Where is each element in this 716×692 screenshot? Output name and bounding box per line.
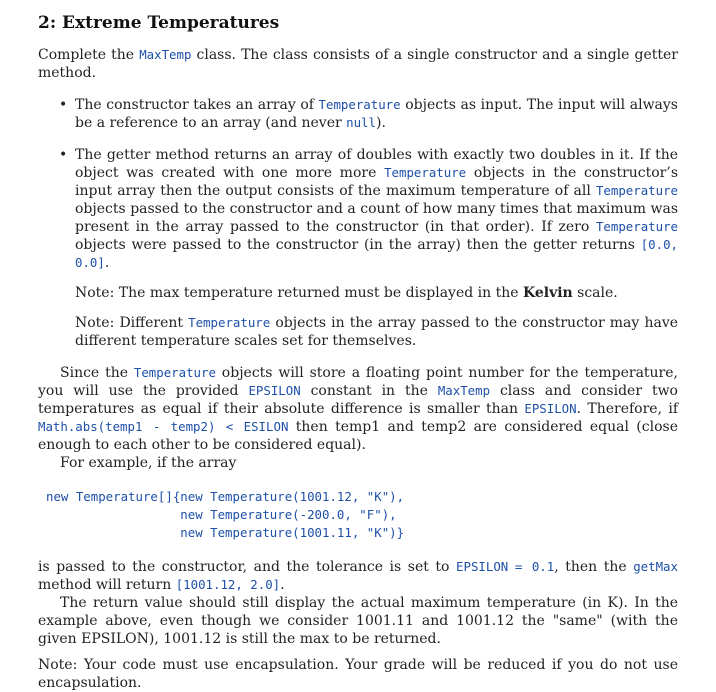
result-code: [1001.12, 2.0] <box>175 577 281 592</box>
epsilon-text: class and consider two temperatures as equal if their absolute difference is smaller than <box>38 383 678 417</box>
temperature-code: Temperature <box>133 365 216 380</box>
temperature-code: Temperature <box>188 315 271 330</box>
list-item-constructor <box>75 96 678 132</box>
passed-text: . <box>280 577 285 593</box>
epsilon-text: Since the <box>60 365 134 381</box>
epsilon-paragraph <box>38 364 678 454</box>
passed-text: , then the <box>554 559 634 575</box>
temperature-code: Temperature <box>384 165 467 180</box>
getter-text: objects were passed to the constructor (in the array) then the getter returns <box>75 237 641 253</box>
getter-text: objects passed to the constructor and a count of how many times that maximum was present in the array passed to the constructor (in that order). If zero <box>75 201 678 235</box>
zero-result-code: [0.0, 0.0] <box>75 237 678 270</box>
list-item-getter <box>75 146 678 350</box>
temperature-code: Temperature <box>318 97 401 112</box>
code-line: new Temperature(-200.0, "F"), <box>46 507 397 522</box>
scales-note <box>75 314 678 350</box>
maxtemp-code: MaxTemp <box>437 383 491 398</box>
temperature-code: Temperature <box>595 183 678 198</box>
passed-text: method will return <box>38 577 176 593</box>
null-code: null <box>346 115 376 130</box>
getmax-code: getMax <box>633 559 678 574</box>
getter-text: objects in the constructor’s input array then the output consists of the maximum temperature of all <box>75 165 678 199</box>
getter-paragraph <box>75 146 678 272</box>
math-abs-code: Math.abs(temp1 - temp2) < ESILON <box>38 419 289 434</box>
code-block <box>46 488 678 542</box>
note-text: objects in the array passed to the constructor may have different temperature scales set for themselves. <box>75 315 679 349</box>
code-line: new Temperature[]{new Temperature(1001.12, "K"), <box>46 489 405 504</box>
constructor-text: The constructor takes an array of <box>75 97 319 113</box>
temperature-code: Temperature <box>595 219 678 234</box>
constructor-text: objects as input. The input will always be a reference to an array (and never <box>75 97 678 131</box>
epsilon-text: constant in the <box>300 383 438 399</box>
section-title: 2: Extreme Temperatures <box>38 13 280 33</box>
getter-text: . <box>104 255 110 271</box>
constructor-paragraph <box>75 96 678 132</box>
epsilon-text: objects will store a floating point number for the temperature, you will use the provided <box>38 365 678 399</box>
example-intro: For example, if the array <box>60 455 237 471</box>
epsilon-text: then temp1 and temp2 are considered equal (close enough to each other to be considered equal). <box>38 419 678 453</box>
encapsulation-note: Note: Your code must use encapsulation. Your grade will be reduced if you do not use encapsulation. <box>38 657 678 691</box>
kelvin-bold: Kelvin <box>522 285 573 301</box>
epsilon-code: EPSILON <box>248 383 301 398</box>
code-line: new Temperature(1001.11, "K")} <box>46 525 405 540</box>
note-text: Note: The max temperature returned must be displayed in the <box>75 285 523 301</box>
passed-text: is passed to the constructor, and the tolerance is set to <box>38 559 457 575</box>
kelvin-note <box>75 284 678 302</box>
maxtemp-code: MaxTemp <box>139 47 192 62</box>
constructor-text: ). <box>375 115 386 131</box>
getter-text: The getter method returns an array of doubles with exactly two doubles in it. If the object was created with one more more <box>75 147 678 181</box>
epsilon-text: . Therefore, if <box>576 401 678 417</box>
requirements-list <box>38 96 678 350</box>
epsilon-code: EPSILON <box>456 559 509 574</box>
note-text: scale. <box>572 285 618 301</box>
epsilon-code: EPSILON <box>524 401 577 416</box>
intro-text: Complete the <box>38 47 140 63</box>
intro-paragraph <box>38 46 678 82</box>
note-text: Note: Different <box>75 315 189 331</box>
return-paragraph: The return value should still display the actual maximum temperature (in K). In the example above, even though we consider 1001.11 and 1001.12 the "same" (with the given EPSILON), 1001.12 is still the max to be returned. <box>38 595 678 647</box>
epsilon-value-code: = 0.1 <box>514 559 555 574</box>
intro-text: class. The class consists of a single constructor and a single getter method. <box>38 47 678 81</box>
passed-paragraph <box>38 558 678 594</box>
